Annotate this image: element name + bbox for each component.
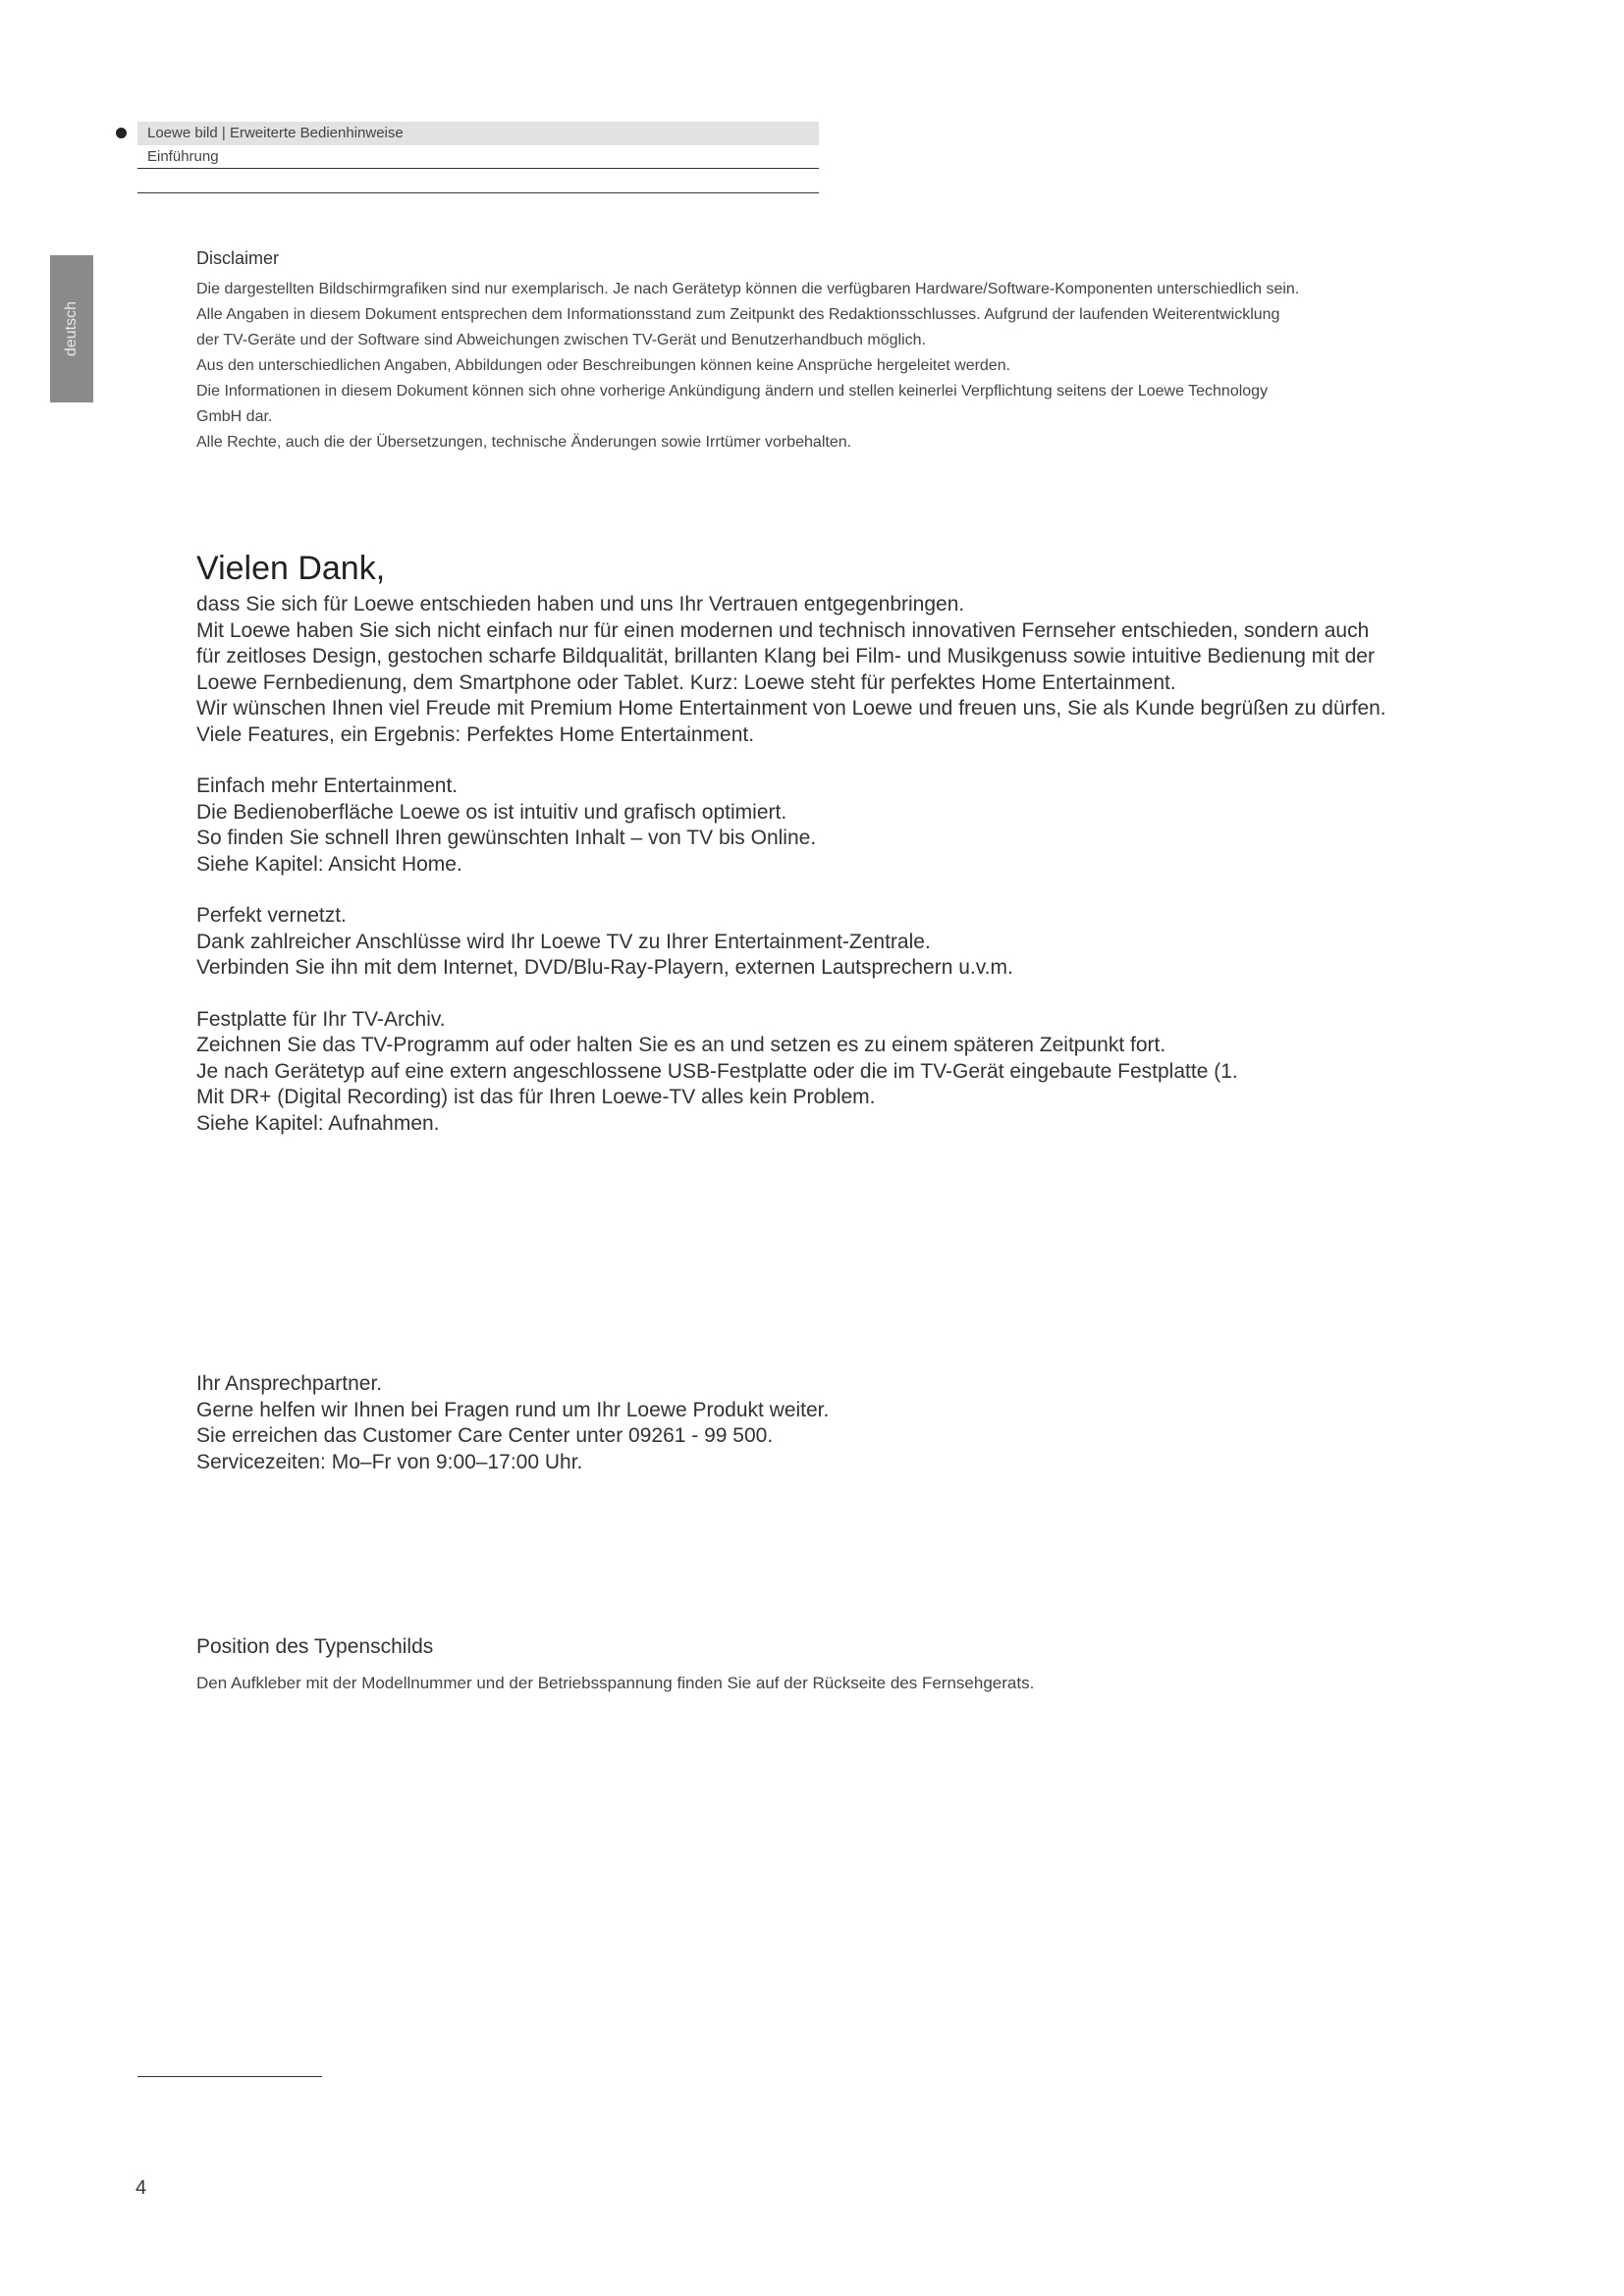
archive-line: Zeichnen Sie das TV-Programm auf oder halten Sie es an und setzen es zu einem späteren Zeitpunkt fort. <box>196 1034 1166 1056</box>
contact-line: Servicezeiten: Mo–Fr von 9:00–17:00 Uhr. <box>196 1450 583 1473</box>
archive-line: Mit DR+ (Digital Recording) ist das für Ihren Loewe-TV alles kein Problem. <box>196 1086 876 1108</box>
contact-section <box>196 1371 1463 1475</box>
header-subtitle-row <box>137 148 819 169</box>
thanks-line: Wir wünschen Ihnen viel Freude mit Premium Home Entertainment von Loewe und freuen uns, Sie als Kunde begrüßen zu dürfen. <box>196 697 1386 720</box>
thanks-section <box>196 550 1463 1137</box>
entertainment-line: Die Bedienoberfläche Loewe os ist intuitiv und grafisch optimiert. <box>196 800 787 824</box>
thanks-line: Loewe Fernbedienung, dem Smartphone oder Tablet. Kurz: Loewe steht für perfektes Home Entertainment. <box>196 670 1176 694</box>
disclaimer-line: Alle Rechte, auch die der Übersetzungen, technische Änderungen sowie Irrtümer vorbehalten. <box>196 434 852 451</box>
disclaimer-line: GmbH dar. <box>196 408 273 425</box>
language-tab <box>50 255 93 402</box>
disclaimer-line: Alle Angaben in diesem Dokument entsprechen dem Informationsstand zum Zeitpunkt des Redaktionsschlusses. Aufgrund der laufenden Weiterentwicklung <box>196 306 1280 323</box>
thanks-line: Viele Features, ein Ergebnis: Perfektes Home Entertainment. <box>196 722 755 746</box>
entertainment-line: So finden Sie schnell Ihren gewünschten Inhalt – von TV bis Online. <box>196 827 817 849</box>
header-bar <box>137 122 819 145</box>
archive-heading: Festplatte für Ihr TV-Archiv. <box>196 1007 446 1031</box>
network-line: Dank zahlreicher Anschlüsse wird Ihr Loewe TV zu Ihrer Entertainment-Zentrale. <box>196 930 931 953</box>
disclaimer-line: Aus den unterschiedlichen Angaben, Abbildungen oder Beschreibungen können keine Ansprüche hergeleitet werden. <box>196 357 1011 374</box>
header-subtitle: Einführung <box>147 148 219 165</box>
archive-line: Siehe Kapitel: Aufnahmen. <box>196 1111 440 1135</box>
disclaimer-section <box>196 248 1463 455</box>
typeplate-title: Position des Typenschilds <box>196 1635 434 1658</box>
footnote-divider <box>137 2076 322 2077</box>
thanks-title: Vielen Dank, <box>196 550 386 587</box>
disclaimer-title: Disclaimer <box>196 248 280 268</box>
thanks-line: Mit Loewe haben Sie sich nicht einfach nur für einen modernen und technisch innovativen Fernseher entschieden, sondern auch <box>196 618 1370 642</box>
contact-line: Gerne helfen wir Ihnen bei Fragen rund um Ihr Loewe Produkt weiter. <box>196 1398 830 1421</box>
contact-heading: Ihr Ansprechpartner. <box>196 1372 383 1395</box>
thanks-line: dass Sie sich für Loewe entschieden haben und uns Ihr Vertrauen entgegenbringen. <box>196 593 965 615</box>
disclaimer-line: der TV-Geräte und der Software sind Abweichungen zwischen TV-Gerät und Benutzerhandbuch möglich. <box>196 332 926 348</box>
header-divider <box>137 192 819 193</box>
network-line: Verbinden Sie ihn mit dem Internet, DVD/Blu-Ray-Playern, externen Lautsprechern u.v.m. <box>196 956 1013 979</box>
disclaimer-line: Die dargestellten Bildschirmgrafiken sind nur exemplarisch. Je nach Gerätetyp können die verfügbaren Hardware/Software-Komponenten unterschiedlich sein. <box>196 281 1300 297</box>
entertainment-line: Siehe Kapitel: Ansicht Home. <box>196 852 462 876</box>
disclaimer-line: Die Informationen in diesem Dokument können sich ohne vorherige Ankündigung ändern und stellen keinerlei Verpflichtung seitens der Loewe Technology <box>196 383 1269 400</box>
contact-line: Sie erreichen das Customer Care Center unter 09261 - 99 500. <box>196 1424 774 1447</box>
typeplate-section <box>196 1634 1463 1696</box>
archive-line: Je nach Gerätetyp auf eine extern angeschlossene USB-Festplatte oder die im TV-Gerät eingebaute Festplatte (1. <box>196 1059 1238 1083</box>
page-number: 4 <box>135 2177 147 2199</box>
network-heading: Perfekt vernetzt. <box>196 904 347 927</box>
thanks-line: für zeitloses Design, gestochen scharfe Bildqualität, brillanten Klang bei Film- und Musikgenuss sowie intuitive Bedienung mit der <box>196 645 1375 667</box>
typeplate-text: Den Aufkleber mit der Modellnummer und der Betriebsspannung finden Sie auf der Rückseite des Fernsehgerats. <box>196 1673 1035 1692</box>
bullet-icon <box>116 128 127 138</box>
language-tab-label: deutsch <box>63 300 80 357</box>
header-title: Loewe bild | Erweiterte Bedienhinweise <box>147 125 404 141</box>
entertainment-heading: Einfach mehr Entertainment. <box>196 774 459 797</box>
